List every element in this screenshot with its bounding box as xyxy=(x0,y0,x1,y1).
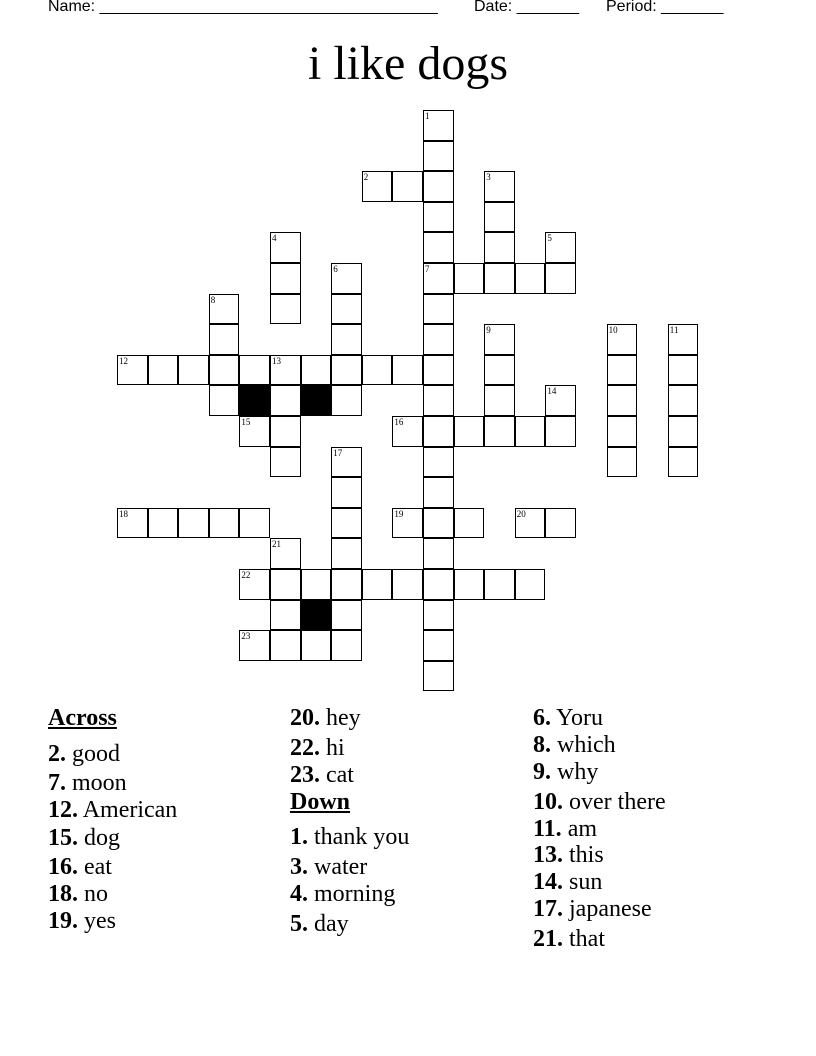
clue-number: 5 xyxy=(547,233,552,244)
clue-number: 19 xyxy=(394,508,404,519)
grid-cell[interactable] xyxy=(423,416,454,447)
grid-cell[interactable] xyxy=(270,630,301,661)
grid-cell[interactable] xyxy=(362,569,393,600)
grid-cell[interactable] xyxy=(484,355,515,386)
grid-cell[interactable] xyxy=(423,569,454,600)
grid-cell[interactable] xyxy=(423,538,454,569)
clue-number: 11 xyxy=(669,325,679,336)
worksheet-header xyxy=(48,0,768,20)
grid-cell[interactable] xyxy=(454,508,485,539)
grid-cell[interactable] xyxy=(331,630,362,661)
grid-cell[interactable] xyxy=(270,600,301,631)
across-clue: 20. hey xyxy=(290,705,361,731)
grid-cell[interactable] xyxy=(301,569,332,600)
grid-cell[interactable] xyxy=(515,263,546,294)
clue-number: 17 xyxy=(333,447,343,458)
down-clue: 10. over there xyxy=(533,789,666,815)
down-clue: 14. sun xyxy=(533,869,603,895)
grid-cell[interactable] xyxy=(423,447,454,478)
clue-number: 7 xyxy=(425,264,430,274)
grid-cell[interactable] xyxy=(484,385,515,416)
down-clue: 11. am xyxy=(533,816,598,842)
grid-cell[interactable] xyxy=(423,294,454,325)
across-clue: 12. American xyxy=(48,797,178,823)
clue-number: 4 xyxy=(272,233,277,244)
clue-number: 16 xyxy=(394,417,404,427)
clue-number: 23 xyxy=(241,631,251,642)
grid-cell[interactable] xyxy=(331,355,362,386)
clue-number: 6 xyxy=(333,264,338,274)
clue-number: 9 xyxy=(486,325,491,336)
crossword-grid xyxy=(117,110,703,696)
grid-cell[interactable] xyxy=(423,661,454,692)
clue-number: 15 xyxy=(241,417,251,427)
grid-cell[interactable] xyxy=(423,355,454,386)
grid-cell[interactable] xyxy=(392,569,423,600)
grid-cell[interactable] xyxy=(239,355,270,386)
grid-cell[interactable] xyxy=(270,294,301,325)
grid-cell[interactable] xyxy=(331,569,362,600)
across-clue: 18. no xyxy=(48,881,108,907)
clue-number: 1 xyxy=(425,111,430,121)
grid-cell[interactable] xyxy=(484,202,515,233)
date-field-label: Date: _______ xyxy=(474,0,579,15)
grid-cell[interactable] xyxy=(515,569,546,600)
grid-cell[interactable] xyxy=(423,202,454,233)
grid-cell[interactable] xyxy=(331,600,362,631)
across-clue: 22. hi xyxy=(290,735,345,761)
grid-cell[interactable] xyxy=(301,630,332,661)
across-clue: 23. cat xyxy=(290,762,354,788)
down-clue: 8. which xyxy=(533,732,616,758)
grid-cell[interactable] xyxy=(392,171,423,202)
grid-cell[interactable] xyxy=(545,263,576,294)
grid-cell[interactable] xyxy=(209,508,240,539)
down-clue: 4. morning xyxy=(290,881,396,907)
across-clue: 7. moon xyxy=(48,770,127,796)
down-clue: 3. water xyxy=(290,854,368,880)
period-field-label: Period: _______ xyxy=(606,0,724,15)
grid-cell[interactable] xyxy=(484,569,515,600)
grid-cell[interactable] xyxy=(545,508,576,539)
grid-cell[interactable] xyxy=(178,355,209,386)
across-clue: 19. yes xyxy=(48,908,116,934)
down-clue: 5. day xyxy=(290,911,349,937)
across-clue: 16. eat xyxy=(48,854,112,880)
grid-cell[interactable] xyxy=(270,447,301,478)
clue-number: 12 xyxy=(119,355,128,366)
grid-cell[interactable] xyxy=(331,508,362,539)
down-clue: 1. thank you xyxy=(290,824,410,850)
grid-cell[interactable] xyxy=(423,600,454,631)
clue-list xyxy=(0,704,816,964)
grid-cell[interactable] xyxy=(148,508,179,539)
grid-cell-black xyxy=(239,385,270,416)
grid-cell[interactable] xyxy=(209,385,240,416)
grid-cell[interactable] xyxy=(209,324,240,355)
down-heading: Down xyxy=(290,789,351,815)
grid-cell[interactable] xyxy=(668,385,699,416)
grid-cell[interactable] xyxy=(607,447,638,478)
grid-cell[interactable] xyxy=(545,416,576,447)
across-heading: Across xyxy=(48,705,117,731)
grid-cell[interactable] xyxy=(423,630,454,661)
grid-cell[interactable] xyxy=(178,508,209,539)
grid-cell[interactable] xyxy=(607,355,638,386)
name-field-label: Name: ______________________________________ xyxy=(48,0,438,15)
across-clue: 15. dog xyxy=(48,825,120,851)
clue-number: 8 xyxy=(210,294,216,305)
grid-cell-black xyxy=(301,385,332,416)
grid-cell[interactable] xyxy=(454,416,485,447)
clue-number: 3 xyxy=(486,172,491,183)
grid-cell[interactable] xyxy=(331,477,362,508)
across-clue: 2. good xyxy=(48,741,120,767)
grid-cell[interactable] xyxy=(668,416,699,447)
grid-cell[interactable] xyxy=(270,569,301,600)
clue-number: 18 xyxy=(119,508,128,519)
grid-cell[interactable] xyxy=(668,447,699,478)
down-clue: 9. why xyxy=(533,759,599,785)
grid-cell-black xyxy=(301,600,332,631)
clue-number: 13 xyxy=(272,355,281,366)
grid-cell[interactable] xyxy=(515,416,546,447)
clue-number: 14 xyxy=(547,386,557,397)
grid-cell[interactable] xyxy=(607,416,638,447)
clue-number: 22 xyxy=(241,570,251,580)
grid-cell[interactable] xyxy=(301,355,332,386)
grid-cell[interactable] xyxy=(270,385,301,416)
grid-cell[interactable] xyxy=(331,538,362,569)
grid-cell[interactable] xyxy=(331,294,362,325)
grid-cell[interactable] xyxy=(423,232,454,263)
grid-cell[interactable] xyxy=(148,355,179,386)
grid-cell[interactable] xyxy=(331,324,362,355)
grid-cell[interactable] xyxy=(454,263,485,294)
grid-cell[interactable] xyxy=(484,232,515,263)
clue-number: 21 xyxy=(272,539,281,550)
grid-cell[interactable] xyxy=(454,569,485,600)
grid-cell[interactable] xyxy=(362,355,393,386)
grid-cell[interactable] xyxy=(484,263,515,294)
grid-cell[interactable] xyxy=(423,508,454,539)
grid-cell[interactable] xyxy=(423,171,454,202)
clue-number: 20 xyxy=(516,508,526,519)
grid-cell[interactable] xyxy=(423,477,454,508)
grid-cell[interactable] xyxy=(484,416,515,447)
grid-cell[interactable] xyxy=(270,263,301,294)
grid-cell[interactable] xyxy=(423,385,454,416)
grid-cell[interactable] xyxy=(392,355,423,386)
grid-cell[interactable] xyxy=(209,355,240,386)
grid-cell[interactable] xyxy=(668,355,699,386)
grid-cell[interactable] xyxy=(270,416,301,447)
grid-cell[interactable] xyxy=(607,385,638,416)
down-clue: 6. Yoru xyxy=(533,705,604,731)
clue-number: 2 xyxy=(363,172,369,183)
grid-cell[interactable] xyxy=(331,385,362,416)
clue-number: 10 xyxy=(608,325,618,336)
down-clue: 17. japanese xyxy=(533,896,652,922)
down-clue: 13. this xyxy=(533,842,604,868)
grid-cell[interactable] xyxy=(423,141,454,172)
down-clue: 21. that xyxy=(533,926,605,952)
puzzle-title: i like dogs xyxy=(308,37,508,90)
grid-cell[interactable] xyxy=(423,324,454,355)
grid-cell[interactable] xyxy=(239,508,270,539)
